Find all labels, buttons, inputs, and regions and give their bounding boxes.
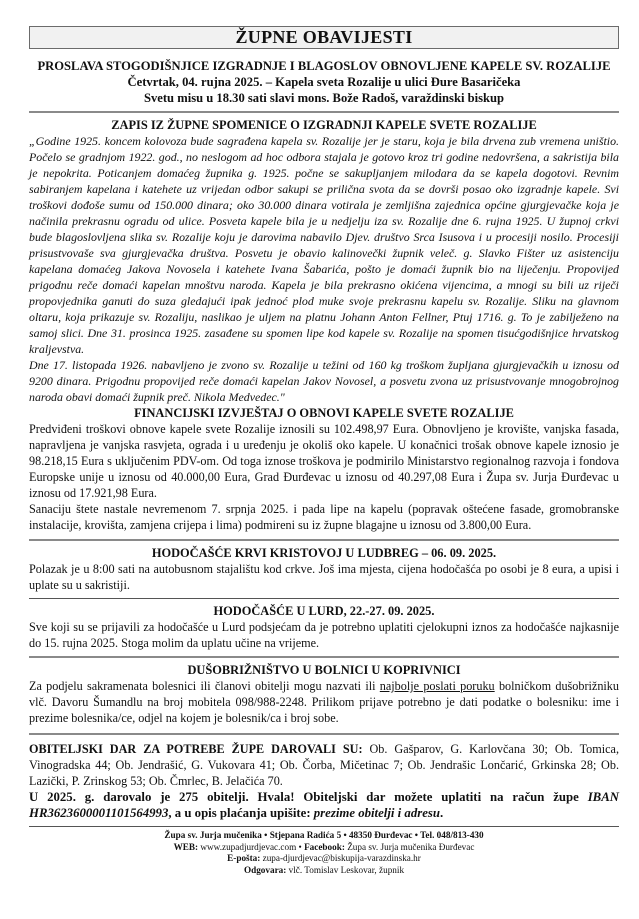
celebration-mass-info: Svetu misu u 18.30 sati slavi mons. Bože Radoš, varaždinski biskup bbox=[143, 91, 505, 105]
lourdes-section bbox=[29, 603, 619, 651]
lourdes-title: HODOČAŠĆE U LURD, 22.-27. 09. 2025. bbox=[213, 604, 435, 618]
section-divider bbox=[29, 539, 619, 541]
web-label: WEB: bbox=[173, 841, 199, 852]
finance-paragraph: Sanaciju štete nastale nevremenom 7. srpnja 2025. i pada lipe na kapelu (popravak oštećene fasade, gromobranske instalacije, krovišta, zamjena crijepa i lima) podmireni su iz župne blagajne u iznosu od 3.800,00 Eura. bbox=[29, 502, 619, 532]
section-divider bbox=[29, 656, 619, 658]
chronicle-paragraph: Dne 17. listopada 1926. nabavljeno je zvono sv. Rozalije u težini od 160 kg troškom župljana gjurgjevačkih u iznosu od 9200 dinara. Prigodnu propovijed reče domaći kapelan Jakov Novosel, a posvetu zvona uz prisustvovanje mnogobrojnog naroda obavi domaći župnik preč. Nikola Medvedec." bbox=[29, 358, 619, 404]
footer-web-line bbox=[29, 842, 619, 854]
bulletin-page bbox=[29, 0, 619, 876]
celebration-intro bbox=[29, 58, 619, 106]
section-divider bbox=[29, 598, 619, 599]
donations-summary bbox=[29, 789, 619, 821]
hospital-text bbox=[29, 678, 619, 726]
hospital-text-part: Za podjelu sakramenata bolesnici ili članovi obitelji mogu nazvati ili bbox=[29, 679, 380, 693]
donations-summary-text: . bbox=[439, 806, 444, 820]
responsible-name: vlč. Tomislav Leskovar, župnik bbox=[286, 864, 405, 875]
web-link[interactable]: www.zupadjurdjevac.com • bbox=[198, 841, 305, 852]
chronicle-paragraph: „Godine 1925. koncem kolovoza bude sagrađena kapela sv. Rozalije jer je staru, koja je bila drvena zub vremena uništio. Počelo se gradnjom 1922. god., no neslogom ad hoc odbora stajala je gotovo kroz tri godine nedovršena, a sakristija bila je nepokrita. Poticanjem domaćeg župnika g. 1925. počne se sakupljanjem milodara da se kapela dogotovi. Revnim sabiranjem kapelana i katehete uz vrijedan odbor sakupi se prilična svota da se dovrši posao oko izgradnje kapele. Svi troškovi dođoše sumu od 150.000 dinara; oko 30.000 dinara votirala je zemljišna zajednica općine gjurgjevačke koja je načinila prekrasnu ogradu od ulice. Posveta kapele bila je u nedjelju iza sv. Rozalije dne 6. rujna 1925. U župnoj crkvi bude blagoslovljena slika sv. Rozalije koju je darovima nabavilo Djev. društvo Srca Isusova i u procesiji nosilo. Procesiji prisustvovaše sva gjurgjevačka društva. Posvetu je obavio kalinovečki župnik veleč. g. Slavko Fišter uz asistenciju kapelana domaćeg Jakova Novosela i katehete Ivana Šabarića, pošto je domaći župnik bio na liječenju. Propovijed prigodnu reče domaći kapelan mnoštvu naroda. Kapela je bila prekrasno okićena vijencima, a mnogi su bili uz riječi propovjednika ganuti do suza gledajući ipak jednoć plod muke svoje prekrasnu kapelu sv. Rozalije. Sliku na glavnom oltaru, koja prikazuje sv. Rozaliju, naslikao je uljem na platnu Johann Anton Fellner, Ptuj 1716. g. To je zabilježeno na samoj slici. Dne 31. prosinca 1925. zasađene su spomen lipe kod kapele sv. Rozalije na spomen tisućgodišnjice hrvatskog kraljevstva. bbox=[29, 134, 619, 356]
hospital-text-emphasis: najbolje poslati poruku bbox=[379, 679, 495, 693]
ludbreg-title: HODOČAŠĆE KRVI KRISTOVOJ U LUDBREG – 06. 09. 2025. bbox=[151, 546, 497, 560]
finance-section bbox=[29, 405, 619, 533]
section-divider bbox=[29, 111, 619, 113]
donations-list bbox=[29, 741, 619, 789]
hospital-text-part: bolničkom dušobrižniku vlč. Davoru Šumandlu na broj mobitela 098/988-2248. Prilikom prijave potrebno je dati podatke o bolesniku: ime i prezime bolesnika/ce, odjel na kojem je bolesnik/ca i broj sobe. bbox=[29, 679, 619, 725]
finance-title: FINANCIJSKI IZVJEŠTAJ O OBNOVI KAPELE SVETE ROZALIJE bbox=[134, 406, 514, 420]
donations-section bbox=[29, 741, 619, 821]
iban-number: IBAN HR3623600001101564993 bbox=[29, 790, 619, 820]
facebook-label: Facebook: bbox=[304, 841, 345, 852]
footer bbox=[29, 830, 619, 876]
footer-responsible-line bbox=[29, 865, 619, 877]
celebration-date-place: Četvrtak, 04. rujna 2025. – Kapela sveta Rozalije u ulici Đure Basaričeka bbox=[127, 75, 521, 89]
footer-divider bbox=[29, 826, 619, 827]
donations-summary-text: U 2025. g. darovalo je 275 obitelji. Hvala! Obiteljski dar možete uplatiti na račun župe bbox=[29, 790, 588, 804]
email-label: E-pošta: bbox=[227, 853, 261, 863]
payment-description: prezime obitelji i adresu bbox=[313, 806, 440, 820]
email-link[interactable]: zupa-djurdjevac@biskupija-varazdinska.hr bbox=[260, 853, 421, 863]
donations-summary-text: , a u opis plaćanja upišite: bbox=[168, 806, 314, 820]
footer-email-line bbox=[29, 853, 619, 865]
footer-address: Župa sv. Jurja mučenika • Stjepana Radića 5 • 48350 Đurđevac • Tel. 048/813-430 bbox=[164, 830, 484, 840]
masthead-title: ŽUPNE OBAVIJESTI bbox=[29, 26, 619, 49]
chronicle-title: ZAPIS IZ ŽUPNE SPOMENICE O IZGRADNJI KAPELE SVETE ROZALIJE bbox=[111, 118, 537, 132]
ludbreg-text: Polazak je u 8:00 sati na autobusnom stajalištu kod crkve. Još ima mjesta, cijena hodočašća po osobi je 8 eura, a upisi i uplate su u sakristiji. bbox=[29, 562, 619, 592]
celebration-title: PROSLAVA STOGODIŠNJICE IZGRADNJE I BLAGOSLOV OBNOVLJENE KAPELE SV. ROZALIJE bbox=[37, 59, 611, 73]
hospital-section bbox=[29, 662, 619, 726]
donations-names: Ob. Gašparov, G. Karlovčana 30; Ob. Tomica, Vinogradska 44; Ob. Jendrašić, G. Vukovara 41; Ob. Čorba, Mičetinac 7; Ob. Jendrašic Lončarić, Grkinska 28; Ob. Lazički, P. Zrinskog 53; Ob. Čmrlec, B. Jelačića 70. bbox=[29, 742, 619, 788]
donations-label: OBITELJSKI DAR ZA POTREBE ŽUPE DAROVALI SU: bbox=[29, 742, 363, 756]
section-divider bbox=[29, 733, 619, 735]
ludbreg-section bbox=[29, 545, 619, 593]
chronicle-section bbox=[29, 117, 619, 405]
finance-paragraph: Predviđeni troškovi obnove kapele svete Rozalije iznosili su 102.498,97 Eura. Obnovljeno je krovište, vanjska fasada, napravljena je vanjska rasvjeta, ograda i u uređenju je okoliš oko kapele. U konačnici trošak obnove kapele iznosio je 98.218,15 Eura s uključenim PDV-om. Od toga iznose troškova je podmirilo Ministarstvo regionalnog razvoja i fondova Europske unije u iznosu od 40.000,00 Eura, Grad Đurđevac u iznosu od 40.297,08 Eura i Župa sv. Jurja Đurđevac u iznosu od 17.921,98 Eura. bbox=[29, 422, 619, 500]
lourdes-text: Sve koji su se prijavili za hodočašće u Lurd podsjećam da je potrebno uplatiti cjelokupni iznos za hodočašće najkasnije do 15. rujna 2025. Stoga molim da uplatu učine na vrijeme. bbox=[29, 620, 619, 650]
hospital-title: DUŠOBRIŽNIŠTVO U BOLNICI U KOPRIVNICI bbox=[187, 663, 461, 677]
responsible-label: Odgovara: bbox=[243, 864, 287, 875]
facebook-link[interactable]: Župa sv. Jurja mučenika Đurđevac bbox=[344, 841, 475, 852]
